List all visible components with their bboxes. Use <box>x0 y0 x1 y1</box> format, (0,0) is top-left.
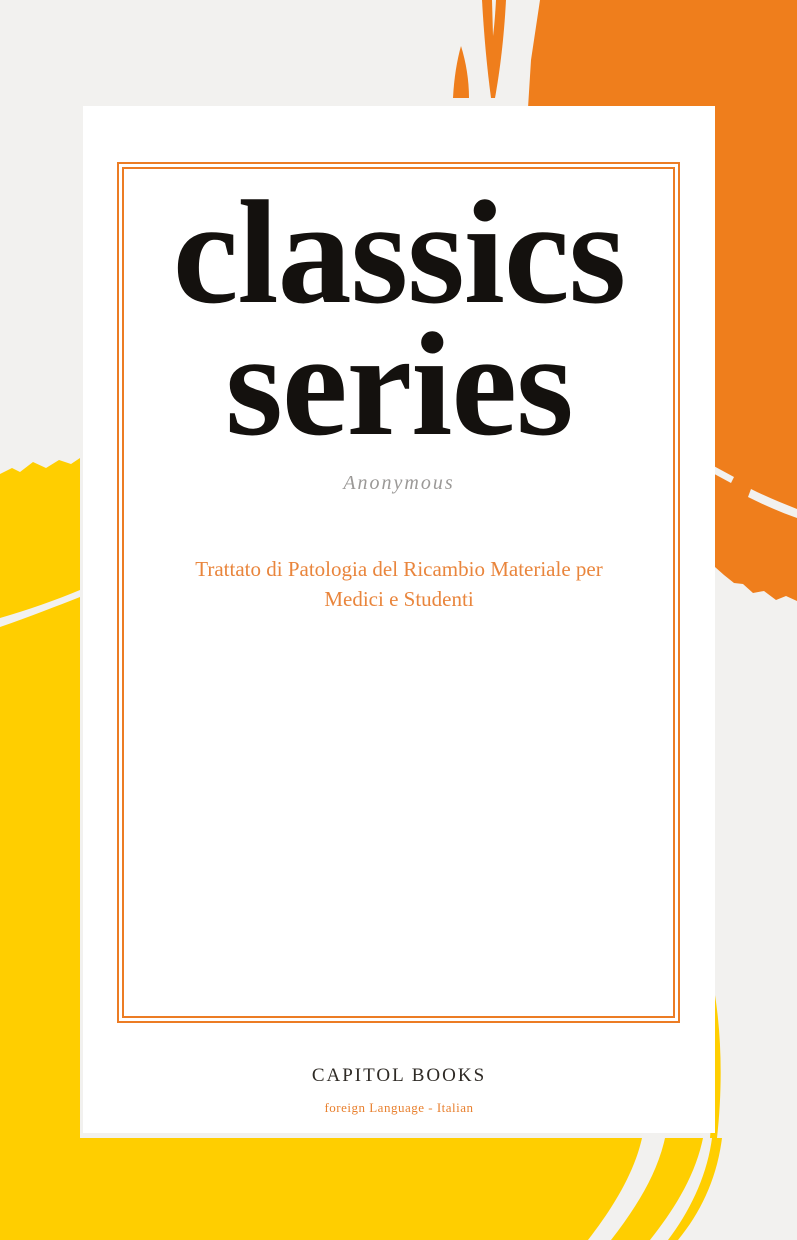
publisher-name: CAPITOL BOOKS <box>311 1065 487 1086</box>
cover-card <box>83 106 715 1133</box>
book-title <box>139 554 659 614</box>
series-title <box>83 171 715 467</box>
author-name: Anonymous <box>343 472 455 494</box>
book-title-line-1: Trattato di Patologia del Ricambio Materiale per <box>195 557 603 581</box>
book-title-line-2: Medici e Studenti <box>324 587 474 611</box>
yellow-brush-column <box>0 458 80 1240</box>
yellow-brush-strip <box>0 1138 642 1240</box>
series-title-line-2: series <box>225 303 573 467</box>
category-label: foreign Language - Italian <box>324 1100 474 1115</box>
orange-brush-fleck-icon <box>453 46 469 98</box>
series-title-line-1: classics <box>172 171 626 335</box>
